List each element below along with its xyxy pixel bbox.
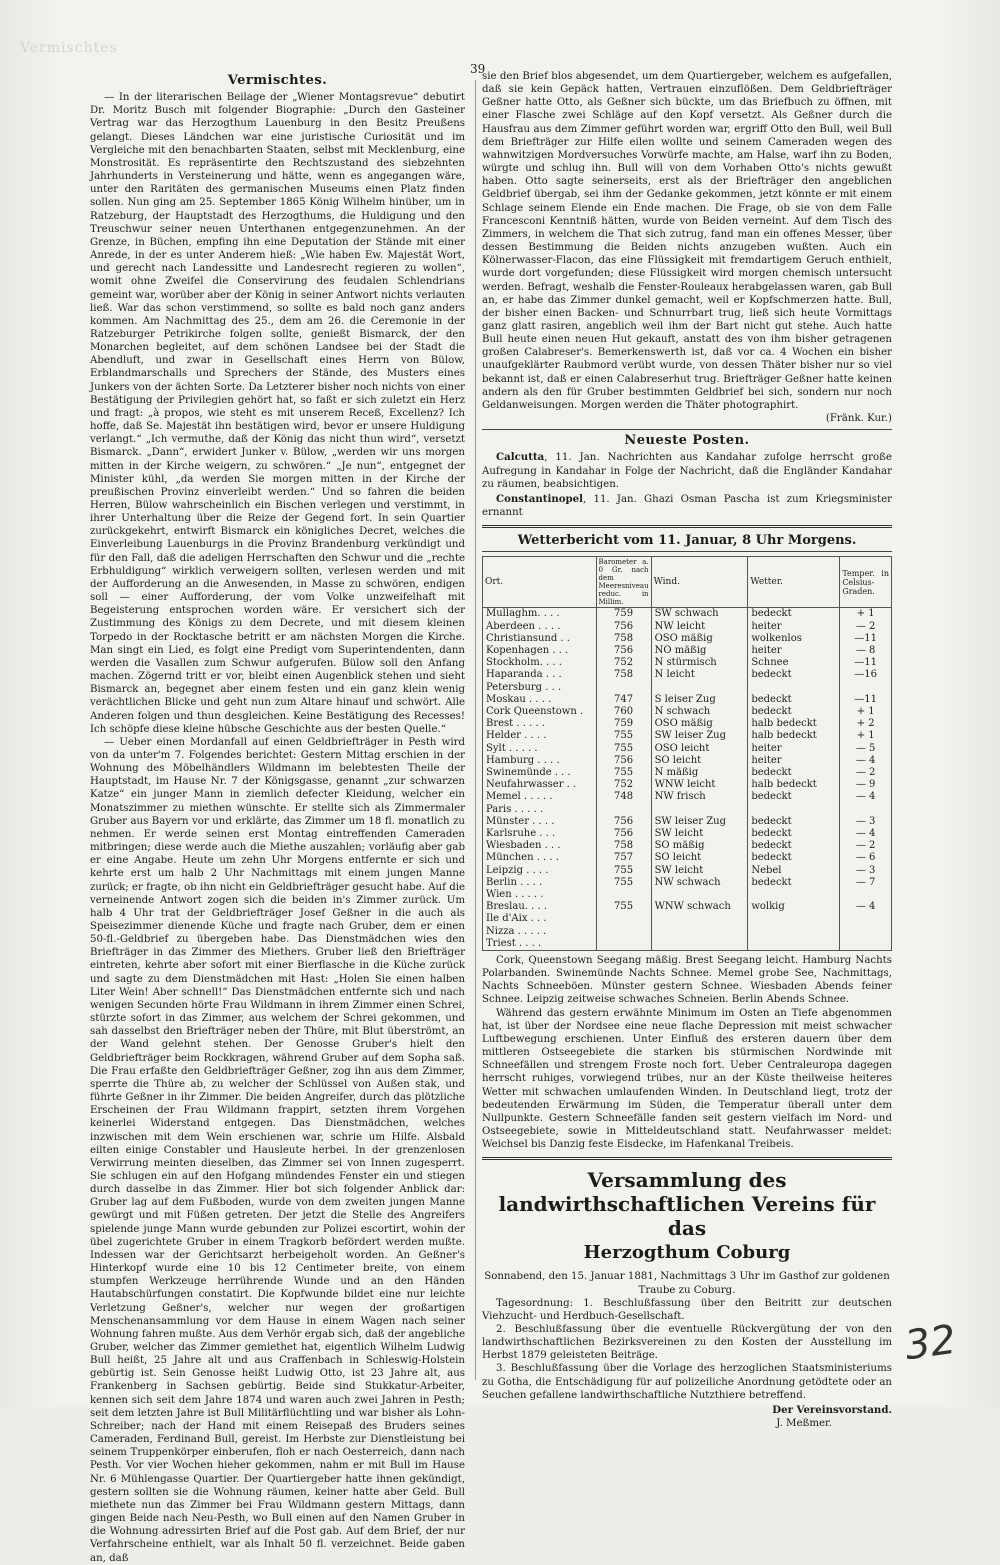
weather-cell-temp: — 3 (840, 865, 892, 877)
weather-row (483, 657, 892, 669)
weather-cell-barometer: 759 (596, 608, 651, 621)
ad-title: Versammlung des landwirthschaftlichen Vereins für das (498, 1168, 876, 1241)
ad-signame: J. Meßmer. (776, 1418, 832, 1430)
weather-cell-barometer: 756 (596, 816, 651, 828)
news-date: , 11. Jan. (583, 493, 637, 505)
weather-cell-wetter: bedeckt (748, 852, 840, 864)
weather-cell-ort: Helder . . . . (483, 730, 597, 742)
weather-cell-wind: OSO mäßig (651, 718, 748, 730)
weather-cell-ort: Sylt . . . . . (483, 743, 597, 755)
weather-cell-wetter: Schnee (748, 657, 840, 669)
weather-row (483, 779, 892, 791)
weather-cell-barometer (596, 682, 651, 694)
weather-cell-wetter: halb bedeckt (748, 779, 840, 791)
weather-cell-wind: SW leicht (651, 865, 748, 877)
weather-row (483, 840, 892, 852)
weather-cell-temp (840, 804, 892, 816)
weather-cell-wind: NW frisch (651, 791, 748, 803)
weather-cell-barometer: 760 (596, 706, 651, 718)
weather-cell-temp: + 1 (840, 730, 892, 742)
weather-cell-barometer (596, 938, 651, 951)
weather-cell-wind: OSO leicht (651, 743, 748, 755)
weather-cell-barometer: 756 (596, 645, 651, 657)
weather-notes: Cork, Queenstown Seegang mäßig. Brest Seegang leicht. Hamburg Nachts Polarbanden. Swinemünde Nachts Schnee. Memel grobe See, Nachmittags, Nachts Schneeböen. Münster gestern Schnee. Wiesbaden Abends feiner Schnee. Leipzig zeitweise schwaches Schneien. Berlin Abends Schnee. (482, 955, 892, 1006)
weather-cell-wetter (748, 804, 840, 816)
weather-cell-barometer (596, 889, 651, 901)
weather-row (483, 804, 892, 816)
ad-agenda-item: 3. Beschlußfassung über die Vorlage des herzoglichen Staatsministeriums zu Gotha, die Entschädigung für auf polizeiliche Anordnung getödtete oder an Seuchen gefallene landwirthschaftliche Nutzthiere betreffend. (482, 1363, 892, 1401)
weather-cell-barometer: 752 (596, 657, 651, 669)
weather-cell-wetter (748, 926, 840, 938)
weather-cell-temp: — 4 (840, 755, 892, 767)
header-wetter: Wetter. (748, 557, 840, 608)
weather-cell-barometer (596, 926, 651, 938)
weather-cell-wind: N schwach (651, 706, 748, 718)
weather-cell-ort: Berlin . . . . (483, 877, 597, 889)
weather-cell-ort: Wien . . . . . (483, 889, 597, 901)
weather-cell-ort: Hamburg . . . . (483, 755, 597, 767)
weather-cell-ort: München . . . . (483, 852, 597, 864)
weather-cell-ort: Moskau . . . . (483, 694, 597, 706)
weather-cell-temp: — 2 (840, 840, 892, 852)
article-bismarck-lauenburg: — In der literarischen Beilage der „Wiener Montagsrevue“ debutirt Dr. Moritz Busch mit folgender Biographie: „Durch den Gasteiner Vertrag war das Herzogthum Lauenburg in den Besitz Preußens gelangt. Dieses Ländchen war eine juristische Curiosität und im Vergleiche mit den benachbarten Staaten, selbst mit Mecklenburg, eine Monstrosität. Es repräsentirte den Rechtszustand des siebzehnten Jahrhunderts in Versteinerung und hätte, wenn es angegangen wäre, unter den Raritäten des germanischen Museums einen Platz finden sollen. Nun ging am 25. September 1865 König Wilhelm hinüber, um in Ratzeburg, der Hauptstadt des Herzogthums, die Huldigung und den Treuschwur seiner neuen Unterthanen entgegenzunehmen. An der Grenze, in Büchen, empfing ihn eine Deputation der Stände mit einer Anrede, in der es unter Anderem hieß: „Wie haben Ew. Majestät Wort, und gerecht nach Landessitte und Landesrecht regieren zu wollen“, womit ohne Zweifel die Conservirung des feudalen Schlendrians gemeint war, worüber aber der König in seiner Antwort nichts verlauten ließ. War das schon verstimmend, so sollte es bald noch ganz anders kommen. Am Nachmittag des 25., dem am 26. die Ceremonie in der Ratzeburger Petrikirche folgen sollte, genießt Bismarck, der den Monarchen begleitet, auf dem schönen Landsee bei der Stadt die Abendluft, und zwar in Gesellschaft eines Herrn von Bülow, Erblandmarschalls und Sprechers der Stände, des Musters eines Junkers von der ächten Sorte. Da Letzterer bisher noch nichts von einer Bestätigung der Privilegien gehört hat, so faßt er sich zuletzt ein Herz und fragt: „à propos, wie steht es mit unserem Receß, Excellenz? Ich hoffe, daß Se. Majestät ihn bestätigen wird, bevor er unsere Huldigung verlangt.“ „Ich vermuthe, daß der König das nicht thun wird“, versetzt Bismarck. „Dann“, erwidert Junker v. Bülow, „werden wir uns morgen mitten in der Kirche weigern, zu schwören.“ „Je nun“, entgegnet der Minister kühl, „da werden Sie morgen mitten in der Kirche der preußischen Provinz einverleibt werden.“ Und so fahren die beiden Herren, Bülow wahrscheinlich ein Bischen verlegen und verstimmt, in ihrer Unterhaltung über die Reize der Gegend fort. In sein Quartier zurückgekehrt, entwirft Bismarck ein königliches Decret, welches die Einverleibung Lauenburgs in die Provinz Brandenburg verkündigt und für den Fall, daß die adeligen Herrschaften den Schwur und die „rechte Erbhuldigung“ wirklich verweigern sollten, verlesen werden und mit der Aufforderung an die Anwesenden, in Masse zu schwören, endigen soll — einer Aufforderung, der vom Volke unzweifelhaft mit Begeisterung entsprochen worden wäre. Er versichert sich der Zustimmung des Königs zu dem Decrete, und mit diesem kleinen Torpedo in der Rocktasche betritt er am nächsten Morgen die Kirche. Man singt ein Lied, es folgt eine Predigt vom Superintendenten, dann werden die Vasallen zum Schwur aufgerufen. Bülow soll den Anfang machen. Zögernd tritt er vor, bleibt einen Augenblick stehen und sieht Bismarck an, begegnet aber einem festen und ein ganz klein wenig verächtlichen Blicke und geht nun zum Altare hinauf und schwört. Alle Anderen folgen und thun desgleichen. Keine Bestätigung des Recesses! Ich schöpfe diese kleine hübsche Geschichte aus der besten Quelle.“ (90, 92, 466, 735)
weather-row (483, 889, 892, 901)
right-column (482, 70, 893, 1430)
weather-cell-temp: — 6 (840, 852, 892, 864)
weather-cell-temp: — 2 (840, 767, 892, 779)
ad-agenda-item: Tagesordnung: 1. Beschlußfassung über den Beitritt zur deutschen Viehzucht- und Herdbuch-Gesellschaft. (482, 1297, 892, 1322)
weather-cell-ort: Triest . . . . (483, 938, 597, 951)
weather-cell-barometer: 756 (596, 621, 651, 633)
ad-signature: Der Vereinsvorstand. (772, 1403, 892, 1416)
weather-cell-temp: — 4 (840, 828, 892, 840)
news-item-calcutta (482, 451, 892, 490)
weather-cell-temp: —11 (840, 694, 892, 706)
weather-cell-wetter: heiter (748, 621, 840, 633)
weather-cell-ort: Nizza . . . . . (483, 926, 597, 938)
weather-cell-wind (651, 682, 748, 694)
weather-cell-temp: — 5 (840, 743, 892, 755)
article-continuation: sie den Brief blos abgesendet, um dem Quartiergeber, welchem es aufgefallen, daß sie kein Gepäck hatten, Vertrauen einzuflößen. Dem Geldbriefträger Geßner hatte Otto, als Geßner sich bückte, um das Briefbuch zu öffnen, mit einer Flasche zwei Schläge auf den Kopf versetzt. Als Geßner durch die Hausfrau aus dem Zimmer geführt worden war, ergriff Otto den Bull, weil Bull dem Briefträger zur Hilfe eilen wollte und seinem Cameraden wegen des wahnwitzigen Mordversuches Vorwürfe machte, am Halse, warf ihn zu Boden, würgte und schlug ihn. Bull will von dem Vorhaben Otto's nichts gewußt haben. Otto sagte seinerseits, erst als der Briefträger den angeblichen Geldbrief übergab, sei ihm der Gedanke gekommen, jetzt könnte er mit einem Schlage seinem Elende ein Ende machen. Die Frage, ob sie von dem Falle Francesconi Kenntniß hätten, wurde von Beiden verneint. Auf dem Tisch des Zimmers, in welchem die That sich zutrug, fand man ein offenes Messer, über dessen Bestimmung die Beiden nichts anzugeben wußten. Auch ein Kölnerwasser-Flacon, das eine Flüssigkeit mit fremdartigem Geruch enthielt, wurde dort vorgefunden; diese Flüssigkeit wird morgen chemisch untersucht werden. Befragt, weshalb die Fenster-Rouleaux herabgelassen waren, gab Bull an, er habe das Zimmer dunkel gemacht, weil er Kopfschmerzen hatte. Bull, der bisher einen Backen- und Schnurrbart trug, ließ sich heute Vormittags ganz glatt rasiren, angeblich weil ihm der Bart nicht gut stehe. Auch hatte Bull heute einen neuen Hut gekauft, anstatt des von ihm bisher getragenen großen Calabreser's. Bemerkenswerth ist, daß vor ca. 4 Wochen ein bisher unaufgeklärter Raubmord verübt wurde, von dessen Thäter bisher nur so viel bekannt ist, daß er einen Calabreserhut trug. Briefträger Geßner hatte keinen andern als den für Gruber bestimmten Geldbrief bei sich, sondern nur noch Geldanweisungen. Morgen werden die Thäter photographirt. (482, 71, 892, 411)
weather-table-header (483, 557, 892, 608)
weather-cell-barometer: 755 (596, 743, 651, 755)
weather-cell-wetter: wolkig (748, 901, 840, 913)
ad-agenda-item: 2. Beschlußfassung über die eventuelle Rückvergütung der von den landwirthschaftlichen Bezirksvereinen zu den Kosten der Ausstellung im Herbst 1879 geleisteten Beiträge. (482, 1323, 892, 1362)
weather-row (483, 718, 892, 730)
news-place: Calcutta (496, 451, 545, 464)
weather-cell-wind (651, 913, 748, 925)
weather-cell-wind: OSO mäßig (651, 633, 748, 645)
weather-cell-barometer: 756 (596, 828, 651, 840)
weather-row (483, 828, 892, 840)
weather-cell-wind (651, 804, 748, 816)
weather-row (483, 877, 892, 889)
weather-cell-wetter (748, 913, 840, 925)
weather-cell-ort: Cork Queenstown . (483, 706, 597, 718)
header-temperatur: Temper. in Celsius-Graden. (840, 557, 892, 608)
weather-row (483, 913, 892, 925)
weather-cell-temp: —11 (840, 633, 892, 645)
weather-row (483, 901, 892, 913)
weather-cell-barometer: 758 (596, 669, 651, 681)
weather-cell-temp: — 9 (840, 779, 892, 791)
weather-cell-wetter (748, 889, 840, 901)
weather-row (483, 645, 892, 657)
weather-row (483, 682, 892, 694)
weather-row (483, 865, 892, 877)
weather-row (483, 694, 892, 706)
weather-cell-ort: Christiansund . . (483, 633, 597, 645)
weather-cell-ort: Leipzig . . . . (483, 865, 597, 877)
weather-cell-wetter: halb bedeckt (748, 718, 840, 730)
weather-row (483, 755, 892, 767)
weather-cell-wind (651, 926, 748, 938)
weather-row (483, 730, 892, 742)
handwritten-margin-note: 32 (902, 1316, 959, 1370)
weather-cell-wetter: bedeckt (748, 669, 840, 681)
weather-cell-barometer: 755 (596, 865, 651, 877)
weather-cell-temp: + 1 (840, 608, 892, 621)
separator-double-rule (482, 525, 892, 528)
weather-cell-ort: Wiesbaden . . . (483, 840, 597, 852)
weather-row (483, 791, 892, 803)
weather-cell-wind: NO mäßig (651, 645, 748, 657)
weather-cell-barometer: 755 (596, 877, 651, 889)
weather-cell-wetter: bedeckt (748, 877, 840, 889)
weather-cell-wind: N leicht (651, 669, 748, 681)
weather-text: Während das gestern erwähnte Minimum im Osten an Tiefe abgenommen hat, ist über der Nordsee eine neue flache Depression mit meist schwacher Luftbewegung erschienen. Unter Einfluß des ersteren dauern über dem mittleren Ostseegebiete die starken bis stürmischen Nordwinde mit Schneefällen und strengem Froste noch fort. Ueber Centraleuropa dagegen herrscht ruhiges, vorwiegend trübes, nur an der Küste theilweise heiteres Wetter mit schwachen umlaufenden Winden. In Deutschland liegt, trotz der bedeutenden Erwärmung im Süden, die Temperatur überall unter dem Nullpunkte. Gestern Schneefälle fanden seit gestern vielfach im Nord- und Ostseegebiete, sowie in Mitteldeutschland statt. Neufahrwasser meldet: Weichsel bis Danzig feste Eisdecke, im Hafenkanal Treibeis. (482, 1007, 892, 1151)
weather-cell-wind: SO leicht (651, 755, 748, 767)
weather-cell-wind: SO leicht (651, 852, 748, 864)
header-wind: Wind. (651, 557, 748, 608)
weather-cell-ort: Stockholm. . . . (483, 657, 597, 669)
weather-cell-temp: + 2 (840, 718, 892, 730)
weather-cell-temp: — 3 (840, 816, 892, 828)
weather-cell-temp: + 1 (840, 706, 892, 718)
weather-cell-wetter: halb bedeckt (748, 730, 840, 742)
weather-cell-wetter: bedeckt (748, 816, 840, 828)
weather-cell-wetter: bedeckt (748, 828, 840, 840)
weather-cell-wetter: Nebel (748, 865, 840, 877)
weather-cell-wetter: bedeckt (748, 694, 840, 706)
weather-cell-barometer: 755 (596, 901, 651, 913)
weather-cell-wind: WNW schwach (651, 901, 748, 913)
weather-row (483, 743, 892, 755)
section-heading-neueste-posten: Neueste Posten. (624, 433, 750, 449)
weather-row (483, 608, 892, 621)
news-place: Constantinopel (496, 492, 584, 505)
news-text: Nachrichten aus Kandahar zufolge herrscht große Aufregung in Kandahar in Folge der Nachricht, daß die Engländer Kandahar zu räumen, beabsichtigen. (482, 452, 893, 490)
weather-cell-wind: NW schwach (651, 877, 748, 889)
weather-cell-wind (651, 938, 748, 951)
weather-cell-barometer: 758 (596, 633, 651, 645)
weather-cell-temp: — 7 (840, 877, 892, 889)
weather-cell-wind: WNW leicht (651, 779, 748, 791)
weather-row (483, 767, 892, 779)
weather-cell-ort: Memel . . . . . (483, 791, 597, 803)
weather-cell-wetter: wolkenlos (748, 633, 840, 645)
separator-rule (482, 429, 892, 430)
header-ort: Ort. (483, 557, 597, 608)
weather-report-title: Wetterbericht vom 11. Januar, 8 Uhr Morgens. (517, 533, 857, 549)
weather-cell-wetter: heiter (748, 755, 840, 767)
weather-cell-wetter: bedeckt (748, 840, 840, 852)
article-source: (Fränk. Kur.) (825, 413, 892, 425)
weather-cell-wetter: bedeckt (748, 608, 840, 621)
weather-cell-barometer: 756 (596, 755, 651, 767)
weather-cell-temp: — 4 (840, 901, 892, 913)
weather-row (483, 621, 892, 633)
weather-table-body (483, 608, 892, 951)
weather-cell-temp (840, 913, 892, 925)
weather-cell-ort: Haparanda . . . (483, 669, 597, 681)
separator-double-rule (482, 1157, 892, 1160)
weather-cell-wind (651, 889, 748, 901)
weather-cell-wetter: bedeckt (748, 767, 840, 779)
ad-date: Sonnabend, den 15. Januar 1881, Nachmittags 3 Uhr im Gasthof zur goldenen Traube zu Coburg. (484, 1271, 890, 1296)
weather-cell-ort: Ile d'Aix . . . (483, 913, 597, 925)
weather-cell-temp: — 8 (840, 645, 892, 657)
weather-cell-ort: Mullaghm. . . . (483, 608, 597, 621)
weather-row (483, 669, 892, 681)
column-divider (475, 80, 476, 1380)
weather-cell-wind: N mäßig (651, 767, 748, 779)
weather-cell-barometer: 748 (596, 791, 651, 803)
weather-cell-temp (840, 926, 892, 938)
news-item-constantinopel (482, 493, 892, 519)
weather-cell-wetter (748, 938, 840, 951)
weather-cell-wetter: bedeckt (748, 791, 840, 803)
weather-cell-wind: NW leicht (651, 621, 748, 633)
weather-row (483, 852, 892, 864)
weather-cell-temp (840, 938, 892, 951)
weather-cell-ort: Neufahrwasser . . (483, 779, 597, 791)
weather-cell-wind: SW leiser Zug (651, 816, 748, 828)
weather-cell-wetter (748, 682, 840, 694)
weather-cell-temp: — 4 (840, 791, 892, 803)
weather-cell-barometer (596, 913, 651, 925)
weather-cell-ort: Petersburg . . . (483, 682, 597, 694)
weather-cell-wetter: heiter (748, 743, 840, 755)
weather-cell-ort: Paris . . . . . (483, 804, 597, 816)
weather-cell-barometer: 758 (596, 840, 651, 852)
weather-cell-temp (840, 889, 892, 901)
separator-rule (482, 551, 892, 552)
weather-row (483, 938, 892, 951)
weather-row (483, 633, 892, 645)
weather-cell-barometer: 757 (596, 852, 651, 864)
weather-cell-ort: Münster . . . . (483, 816, 597, 828)
weather-cell-wind: SW schwach (651, 608, 748, 621)
header-barometer: Barometer a. 0 Gr. nach dem Meeresniveau reduc. in Millim. (596, 557, 651, 608)
weather-cell-barometer: 755 (596, 767, 651, 779)
weather-cell-wetter: bedeckt (748, 706, 840, 718)
article-mordanfall-pesth: — Ueber einen Mordanfall auf einen Geldbriefträger in Pesth wird von da unter'm 7. Folgendes berichtet: Gestern Mittag erschien in der Wohnung des Möbelhändlers Wildmann im belebtesten Theile der Hauptstadt, im Hause Nr. 7 der Königsgasse, genannt „zur schwarzen Katze“ ein junger Mann in ziemlich defecter Kleidung, welcher ein Monatszimmer zu miethen wünschte. Er stellte sich als Zimmermaler Gruber aus Bayern vor und erklärte, das Zimmer um 18 fl. monatlich zu nehmen. Er werde seinen erst Montag eintreffenden Cameraden mitbringen; diese werde auch die Miethe auszahlen; vorläufig aber gab er eine Angabe. Heute um zehn Uhr Morgens entfernte er sich und kehrte erst um halb 2 Uhr Nachmittags mit einem jungen Manne zurück; er fragte, ob ihn nicht ein Geldbriefträger gesucht habe. Auf die verneinende Antwort zogen sich die beiden in's Zimmer zurück. Um halb 4 Uhr trat der Geldbriefträger Josef Geßner in die auch als Speisezimmer dienende Küche und fragte nach Gruber, dem er einen 50-fl.-Geldbrief zu übergeben habe. Das Dienstmädchen wies den Briefträger in das Zimmer des Miethers. Gruber ließ den Briefträger eintreten, kehrte aber sofort mit einer Bierflasche in die Küche zurück und sagte zu dem Dienstmädchen mit Hast: „Holen Sie einen halben Liter Wein! Aber schnell!“ Das Dienstmädchen entfernte sich und nach wenigen Secunden hörte Frau Wildmann in ihrem Zimmer einen Schrei, stürzte sofort in das Zimmer, aus welchem der Schrei gekommen, und sah dasselbst den Briefträger neben der Thüre, mit Blut überströmt, an der Wand gelehnt stehen. Der Genosse Gruber's hielt den Geldbriefträger beim Rockkragen, während Gruber auf dem Sopha saß. Die Frau erfaßte den Geldbriefträger Geßner, zog ihn aus dem Zimmer, sperrte die Thüre ab, zu welcher der Schlüssel von Außen stak, und führte Geßner in ihr Zimmer. Die beiden Angreifer, durch das plötzliche Erscheinen der Frau Wildmann frappirt, setzten ihrem Vorgehen keinerlei Widerstand entgegen. Das Dienstmädchen, welches inzwischen mit dem Wein erschienen war, schrie um Hilfe. Alsbald eilten einige Constabler und Hausleute herbei. In der grenzenlosen Verwirrung meinten dieselben, das Zimmer sei von Innen zugesperrt. Sie schlugen ein auf den Hofgang mündendes Fenster ein und stiegen durch dasselbe in das Zimmer. Hier bot sich folgender Anblick dar: Gruber lag auf dem Fußboden, wurde von dem zweiten jungen Manne gewürgt und mit Füßen getreten. Der jetzt die Stelle des Angreifers spielende junge Mann wurde gebunden zur Polizei escortirt, wohin der übel zugerichtete Gruber in einem Tragkorb befördert werden mußte. Indessen war der Gerichtsarzt herbeigeholt worden. An Geßner's Hinterkopf wurde eine 10 bis 12 Centimeter breite, von einem stumpfen Werkzeuge herrührende Wunde und an den Händen Hautabschürfungen constatirt. Die Kopfwunde bildet eine nur leichte Verletzung Geßner's, welcher nur wegen der großartigen Menschenansammlung vor dem Hause in einem Wagen nach seiner Wohnung fahren mußte. Aus dem Verhör ergab sich, daß der angebliche Gruber, welcher das Zimmer gemiethet hat, eigentlich Wilhelm Ludwig Bull heißt, 25 Jahre alt und aus Craffenbach in Schleswig-Holstein gebürtig ist. Sein Genosse heißt Ludwig Otto, ist 23 Jahre alt, aus Frankenberg in Sachsen gebürtig. Beide sind Stukkatur-Arbeiter, kennen sich seit dem Jahre 1874 und waren auch zwei Jahren in Pesth; seit dem letzten Jahre ist Bull Militärflüchtling und war bisher als Lohn-Schreiber; nach der Hand mit einem Reisepaß des Bruders seines Cameraden, Ferdinand Bull, gereist. Im Herbste zur Dienstleistung bei seinem Truppenkörper einberufen, floh er nach Oesterreich, dann nach Pesth. Vor vier Wochen hieher gekommen, nahm er mit Bull im Hause Nr. 6 Mühlengasse Quartier. Der Quartiergeber hatte ihnen gekündigt, gestern sollten sie die Wohnung räumen, keiner hatte aber Geld. Bull miethete nun das Zimmer bei Frau Wildmann gestern Mittags, dann gingen Beide nach Neu-Pesth, wo Bull einen auf den Namen Gruber in die Wohnung adressirten Brief auf die Post gab. Auf dem Brief, der nur Verfahrscheine enthielt, war als Inhalt 50 fl. verzeichnet. Beide gaben an, daß (90, 736, 465, 1564)
weather-cell-barometer: 747 (596, 694, 651, 706)
weather-cell-barometer: 759 (596, 718, 651, 730)
weather-table (482, 556, 892, 951)
weather-cell-barometer: 755 (596, 730, 651, 742)
weather-cell-ort: Breslau. . . . (483, 901, 597, 913)
weather-cell-temp: — 2 (840, 621, 892, 633)
weather-cell-ort: Brest . . . . . (483, 718, 597, 730)
weather-cell-ort: Swinemünde . . . (483, 767, 597, 779)
weather-cell-wind: N stürmisch (651, 657, 748, 669)
weather-row (483, 926, 892, 938)
weather-row (483, 706, 892, 718)
weather-cell-ort: Kopenhagen . . . (483, 645, 597, 657)
section-heading-vermischtes: Vermischtes. (227, 73, 328, 88)
news-date: , 11. Jan. (544, 452, 600, 464)
bleed-through-text: Vermischtes (20, 40, 118, 56)
page-number: 39 (470, 62, 486, 76)
weather-cell-temp: —11 (840, 657, 892, 669)
left-column (90, 70, 466, 1564)
weather-cell-barometer: 752 (596, 779, 651, 791)
ad-subtitle: Herzogthum Coburg (583, 1242, 791, 1264)
weather-cell-barometer (596, 804, 651, 816)
weather-cell-ort: Aberdeen . . . . (483, 621, 597, 633)
weather-cell-ort: Karlsruhe . . . (483, 828, 597, 840)
weather-cell-temp: —16 (840, 669, 892, 681)
weather-cell-wind: SW leicht (651, 828, 748, 840)
news-text: Ghazi Osman Pascha ist zum Kriegsminister ernannt (482, 493, 893, 518)
weather-cell-wind: S leiser Zug (651, 694, 748, 706)
weather-cell-wind: SO mäßig (651, 840, 748, 852)
weather-cell-temp (840, 682, 892, 694)
weather-cell-wetter: heiter (748, 645, 840, 657)
weather-cell-wind: SW leiser Zug (651, 730, 748, 742)
weather-row (483, 816, 892, 828)
